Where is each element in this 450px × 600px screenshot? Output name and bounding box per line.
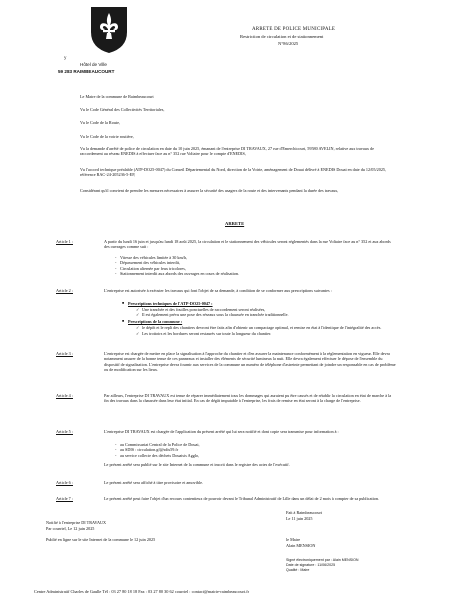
mayor-role: le Maire (286, 537, 301, 542)
list-item: ✓ Il est également prévu une pose des réseaux sous la chaussée en tranchée traditionnelle. (142, 312, 289, 317)
article-7-text: Le présent arrêté peut faire l'objet d'un recours contentieux de pouvoir devant le Tribunal Administratif de Lille dans un délai de 2 mois à compter de sa publication. (104, 496, 380, 501)
document-number: N°86/2025 (278, 41, 299, 46)
notification-line-1: Notifié à l'entreprise DI TRAVAUX (46, 520, 107, 525)
preamble-mayor: Le Maire de la commune de Raimbeaucourt (80, 94, 154, 99)
article-5-label: Article 5 : (56, 429, 73, 434)
list-item: - au Commissariat Central de la Police de Douai, (120, 442, 200, 447)
article-3-label: Article 3 : (56, 351, 73, 356)
document-title: ARRETE DE POLICE MUNICIPALE (252, 27, 336, 32)
article-2-label: Article 2 : (56, 288, 73, 293)
technical-prescriptions-title: ■ Prescriptions techniques de l'ATP-DO25-0047 : (128, 301, 213, 306)
preamble-considerant: Considérant qu'il convient de prendre les mesures nécessaires à assurer la sécurité des usagers de la route et des intervenants pendant la durée des travaux, (80, 188, 339, 193)
mayor-name: Alain MENSION (286, 543, 316, 548)
list-item: - Vitesse des véhicules limitée à 30 km/h, (120, 255, 239, 260)
list-item: - Dépassement des véhicules interdit, (120, 260, 239, 265)
publication-line: Publié en ligne sur le site Internet de la commune le 12 juin 2025 (46, 537, 156, 542)
notification-line-2: Par courriel, Le 12 juin 2025 (46, 526, 95, 531)
list-item: ✓ le dépôt et le repli des chantiers devront être faits afin d'obtenir un compactage optimal, et remise en état à l'identique de l'intégralité des accès. (142, 325, 396, 330)
preamble-code-voirie: Vu le Code de la voirie routière, (80, 134, 134, 139)
esign-signer: Signé électroniquement par : Alain MENSION (286, 558, 359, 562)
article-6-text: Le présent arrêté sera affiché à titre provisoire et amovible. (104, 480, 203, 485)
list-item: - au SDIS : circulation.gf@sdis59.fr (120, 447, 200, 452)
article-3-text: L'entreprise est chargée de mettre en place la signalisation à l'approche du chantier et d'en assurer la maintenance conformément à la réglementation en vigueur. Elle devra notamment assurer de la bonne tenue de ces panneaux et installer des éléments de sécurité lumineux la nuit. Elle devra également effectuer le dépose de l'ensemble du dispositif de signalisation. L'entreprise devra fournir aux services de la commune un numéro de téléphone d'astreinte permettant de joindre un responsable en cas de problème ou de modification sur les lieux. (104, 351, 396, 373)
article-5-text: L'entreprise DI TRAVAUX est chargée de l'application du présent arrêté qui lui sera notifié et dont copie sera transmise pour information à : (104, 429, 339, 434)
list-item: - au service collecte des déchets Douaisis Agglo, (120, 453, 200, 458)
page-footer: Centre Administratif Charles de Gaulle Tél : 03 27 80 18 18 Fax : 03 27 80 30 62 courriel : contact@mairie-raimbeaucourt.fr (34, 589, 250, 594)
article-2-text: L'entreprise est autorisée à exécuter les travaux qui font l'objet de sa demande, à condition de se conformer aux prescriptions suivantes : (104, 288, 332, 293)
esign-quality: Qualité : Maire (286, 568, 310, 572)
preamble-code-route: Vu le Code de la Route, (80, 120, 120, 125)
list-item: - Stationnement interdit aux abords des ouvrages en cours de réalisation. (120, 271, 239, 276)
commune-prescriptions-list (142, 325, 396, 337)
preamble-accord: Vu l'accord technique préalable (ATP-DO25-0047) du Conseil Départemental du Nord, direction de la Voirie, aménagement de Douai délivré à ENEDIS Douai en date du 12/05/2025, référence RAC-24-205236-5-EP, (80, 167, 387, 178)
article-4-text: Par ailleurs, l'entreprise DI TRAVAUX est tenue de réparer immédiatement tous les dommages qui auraient pu être causés et de rétablir la circulation en état de marche à la fin des travaux dans la chaussée dans leur état initial. En cas de dégât imputable à l'entreprise, les frais de remise en état seront à la charge de l'entreprise. (104, 393, 392, 404)
mairie-city: 59 283 RAIMBEAUCOURT (58, 69, 115, 74)
preamble-demande: Vu la demande d'arrêté de police de circulation en date du 10 juin 2025, émanant de l'entreprise DI TRAVAUX, 27 rue d'Emerchicourt, 59580 AVELIN, relative aux travaux de raccordement au réseau ENEDIS à effectuer face au n° 352 rue Voltaire pour le compte d'ENEDIS, (80, 146, 374, 157)
list-item: ✓ Une tranchée et des fouilles ponctuelles de raccordement seront réalisées, (142, 307, 289, 312)
arrete-heading: ARRETE (225, 221, 245, 226)
commune-prescriptions-title: ■ Prescriptions de la commune : (128, 319, 182, 324)
preamble-cgct: Vu le Code Général des Collectivités Territoriales, (80, 107, 165, 112)
list-item: ✓ Les trottoirs et les bordures seront restaurés sur toute la longueur du chantier. (142, 331, 396, 336)
list-item: - Circulation alternée par feux tricolores, (120, 266, 239, 271)
done-date: Le 11 juin 2025 (286, 516, 313, 521)
article-1-label: Article 1 : (56, 239, 73, 244)
article-5-publication: Le présent arrêté sera publié sur le site Internet de la commune et inscrit dans le registre des actes de l'exécutif. (104, 462, 290, 467)
article-1-text: A partir du lundi 16 juin et jusqu'au lundi 18 août 2025, la circulation et le stationnement des véhicules seront réglementés dans la rue Voltaire face au n° 352 et aux abords des ouvrages comme suit : (104, 239, 391, 250)
technical-prescriptions-list (142, 307, 289, 318)
mairie-label: Hôtel de Ville (80, 62, 107, 67)
article-1-list (120, 255, 239, 277)
document-subtitle: Restriction de circulation et de stationnement (240, 34, 324, 39)
article-5-list (120, 442, 200, 458)
article-7-label: Article 7 : (56, 496, 73, 501)
mairie-mark: y (64, 56, 67, 61)
esign-date: Date de signature : 11/06/2025 (286, 563, 336, 567)
article-6-label: Article 6 : (56, 480, 73, 485)
city-crest-logo (90, 6, 128, 54)
done-place: Fait à Raimbeaucourt (286, 510, 323, 515)
article-4-label: Article 4 : (56, 393, 73, 398)
